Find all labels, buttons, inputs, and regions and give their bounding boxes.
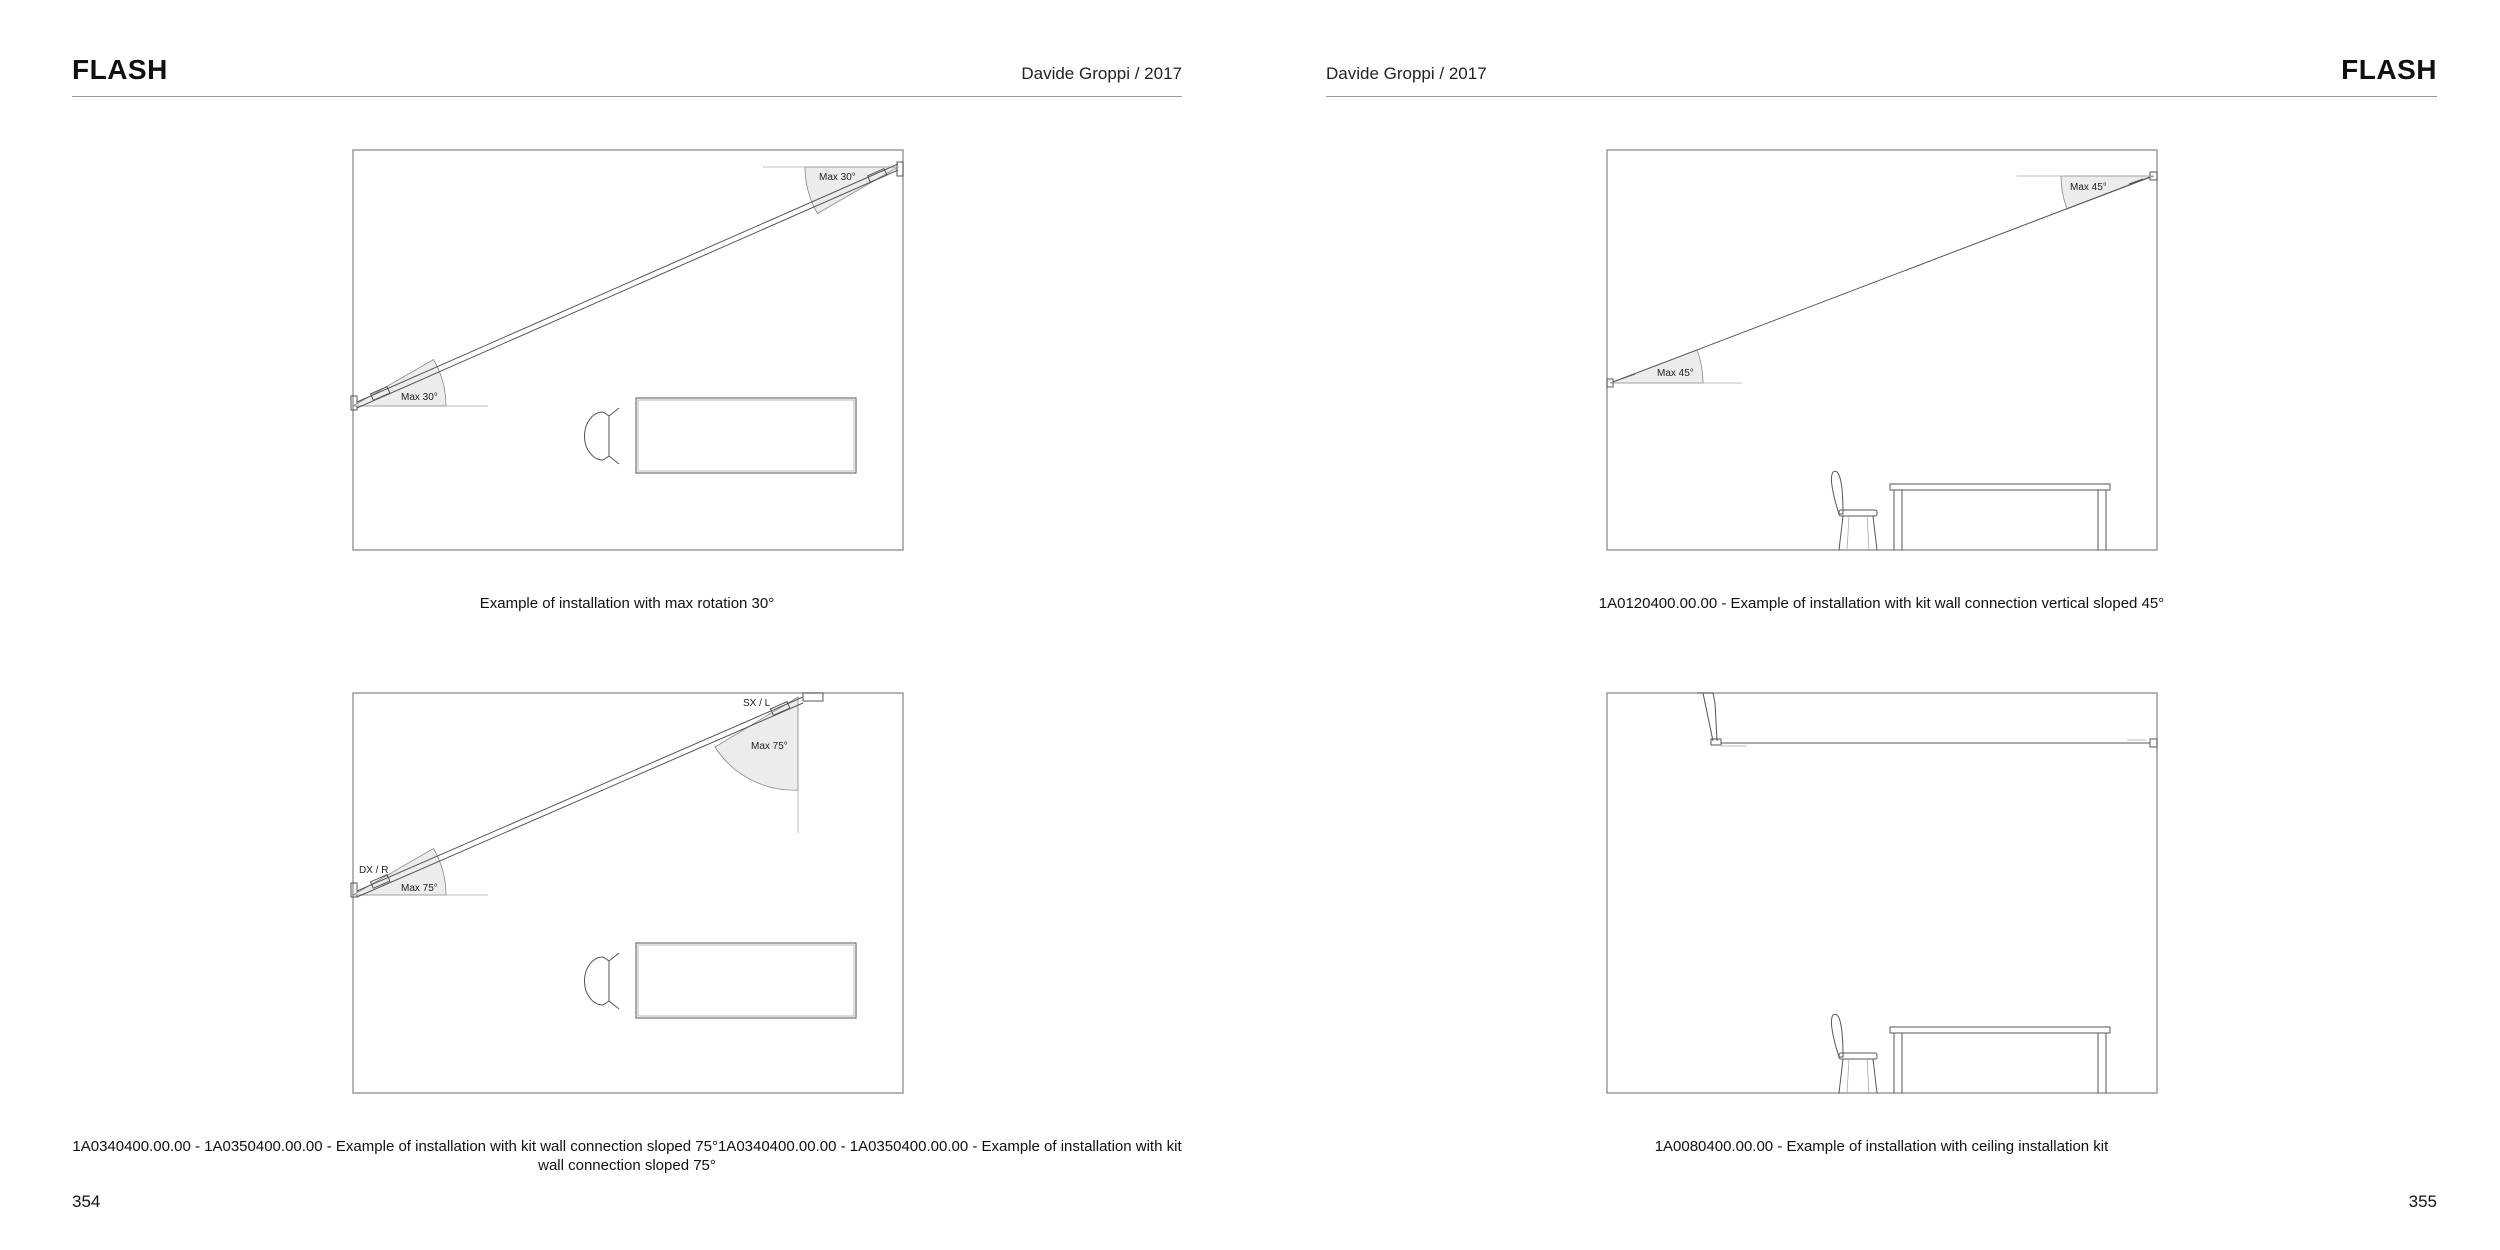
side-label-top: SX / L: [743, 698, 771, 709]
angle-label-bottom: Max 45°: [1657, 368, 1694, 379]
right-page-number: 355: [2408, 1192, 2437, 1211]
right-figure-2-elevation-view: [1607, 693, 2157, 1093]
right-figure-1-elevation-view: [1607, 150, 2157, 550]
chair-elevation: [1831, 1014, 1843, 1057]
table-elevation: [1890, 484, 2110, 490]
left-header-rule: [72, 96, 1182, 97]
left-figure-1-caption: Example of installation with max rotation 30°: [479, 595, 775, 612]
chair-elevation: [1831, 471, 1843, 514]
right-author-year: Davide Groppi / 2017: [1326, 64, 1487, 83]
left-figure-2-caption: 1A0340400.00.00 - 1A0350400.00.00 - Example of installation with kit wall connection sloped 75°1A0340400.00.00 - 1A0350400.00.00 - Example of installation with kit wall connection sloped 75°: [72, 1138, 1182, 1174]
chair-plan: [584, 957, 609, 1005]
left-author-year: Davide Groppi / 2017: [1021, 64, 1182, 83]
table-plan: [636, 943, 856, 1018]
angle-label-top: Max 30°: [819, 172, 856, 183]
angle-label-bottom: Max 75°: [401, 883, 438, 894]
angle-label-bottom: Max 30°: [401, 392, 438, 403]
left-page-number: 354: [72, 1192, 101, 1211]
angle-label-top: Max 45°: [2070, 182, 2107, 193]
left-brand-title: FLASH: [72, 54, 168, 85]
ceiling-kit: [1697, 693, 1717, 741]
right-brand-title: FLASH: [2341, 54, 2437, 85]
right-header-rule: [1326, 96, 2437, 97]
left-figure-2-plan-view: [353, 693, 903, 1093]
table-plan: [636, 398, 856, 473]
table-elevation: [1890, 1027, 2110, 1033]
chair-plan: [584, 412, 609, 460]
right-figure-2-caption: 1A0080400.00.00 - Example of installation with ceiling installation kit: [1654, 1138, 2109, 1155]
angle-label-top: Max 75°: [751, 741, 788, 752]
side-label-bottom: DX / R: [359, 865, 389, 876]
left-figure-1-plan-view: [353, 150, 903, 550]
right-figure-1-caption: 1A0120400.00.00 - Example of installation with kit wall connection vertical sloped 45°: [1598, 595, 2165, 612]
